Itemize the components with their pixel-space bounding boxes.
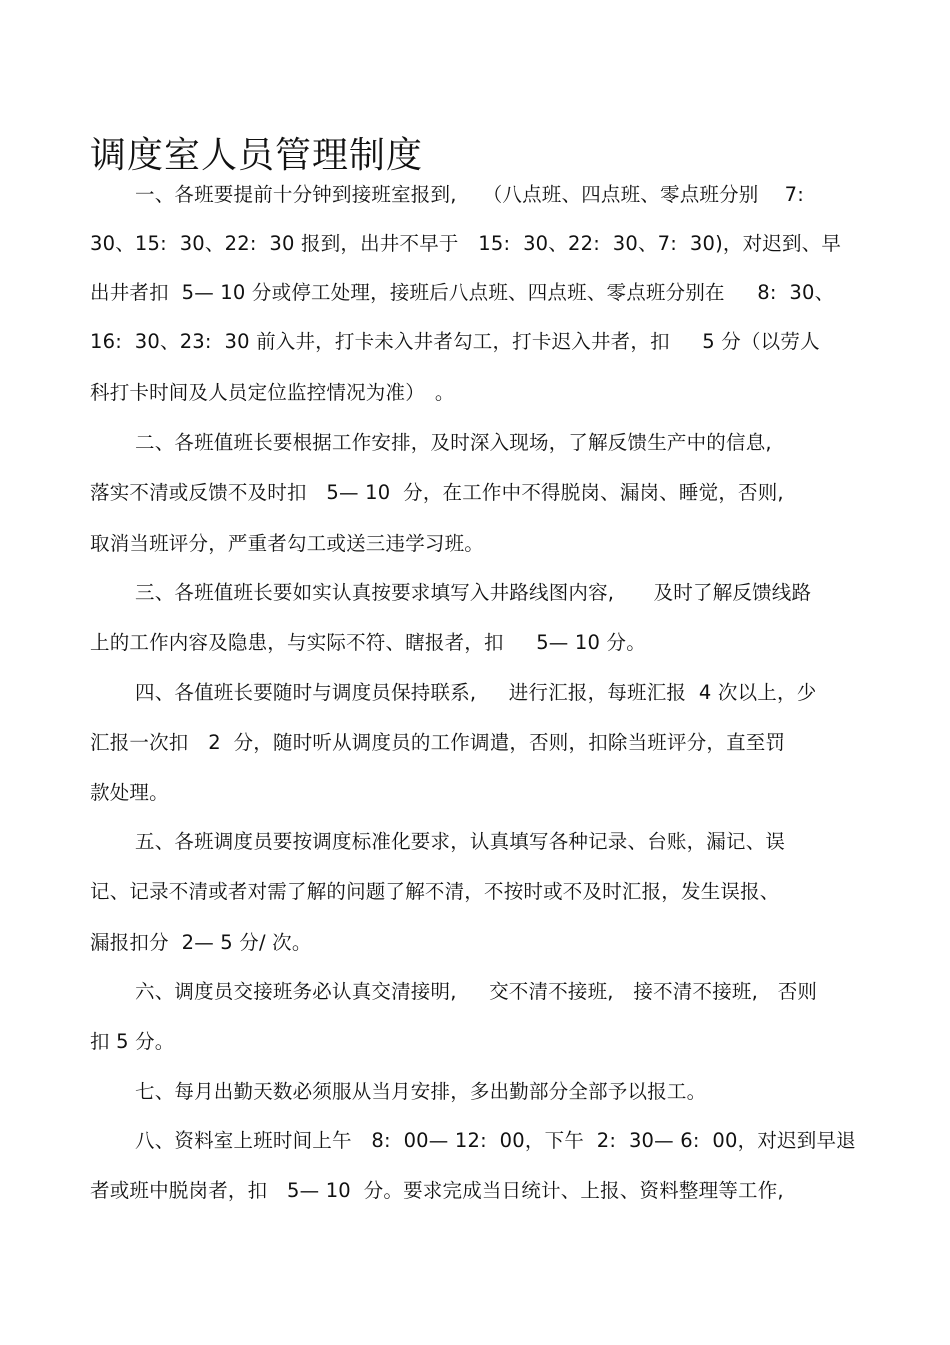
paragraph-line: 30、15: 30、22: 30 报到，出井不早于 15: 30、22: 30、7: 30)，对迟到、早 <box>90 232 842 255</box>
paragraph-line: 四、各值班长要随时与调度员保持联系, 进行汇报，每班汇报 4 次以上，少 <box>135 681 817 704</box>
paragraph-line: 八、资料室上班时间上午 8: 00— 12: 00，下午 2: 30— 6: 00，对迟到早退 <box>135 1129 856 1152</box>
paragraph-line: 六、调度员交接班务必认真交清接明, 交不清不接班, 接不清不接班, 否则 <box>135 980 818 1003</box>
paragraph-line: 落实不清或反馈不及时扣 5— 10 分，在工作中不得脱岗、漏岗、睡觉，否则, <box>90 481 784 504</box>
paragraph-line: 16: 30、23: 30 前入井，打卡未入井者勾工，打卡迟入井者，扣 5 分（以劳人 <box>90 330 820 353</box>
paragraph-line: 一、各班要提前十分钟到接班室报到, （八点班、四点班、零点班分别 7: <box>135 183 804 206</box>
paragraph-line: 汇报一次扣 2 分，随时听从调度员的工作调遣，否则，扣除当班评分，直至罚 <box>90 731 786 754</box>
paragraph-line: 记、记录不清或者对需了解的问题了解不清，不按时或不及时汇报，发生误报、 <box>90 880 780 903</box>
paragraph-line: 五、各班调度员要按调度标准化要求，认真填写各种记录、台账，漏记、误 <box>135 830 786 853</box>
paragraph-line: 漏报扣分 2— 5 分/ 次。 <box>90 931 312 954</box>
paragraph-line: 二、各班值班长要根据工作安排，及时深入现场，了解反馈生产中的信息, <box>135 431 772 454</box>
paragraph-line: 上的工作内容及隐患，与实际不符、瞎报者，扣 5— 10 分。 <box>90 631 646 654</box>
paragraph-line: 扣 5 分。 <box>90 1030 175 1053</box>
paragraph-line: 取消当班评分，严重者勾工或送三违学习班。 <box>90 532 485 555</box>
paragraph-line: 七、每月出勤天数必须服从当月安排，多出勤部分全部予以报工。 <box>135 1080 707 1103</box>
paragraph-line: 者或班中脱岗者，扣 5— 10 分。要求完成当日统计、上报、资料整理等工作, <box>90 1179 784 1202</box>
paragraph-line: 科打卡时间及人员定位监控情况为准） 。 <box>90 381 455 404</box>
paragraph-line: 出井者扣 5— 10 分或停工处理，接班后八点班、四点班、零点班分别在 8: 30、 <box>90 281 835 304</box>
paragraph-line: 三、各班值班长要如实认真按要求填写入井路线图内容, 及时了解反馈线路 <box>135 581 812 604</box>
document-title: 调度室人员管理制度 <box>90 135 424 177</box>
paragraph-line: 款处理。 <box>90 781 169 804</box>
